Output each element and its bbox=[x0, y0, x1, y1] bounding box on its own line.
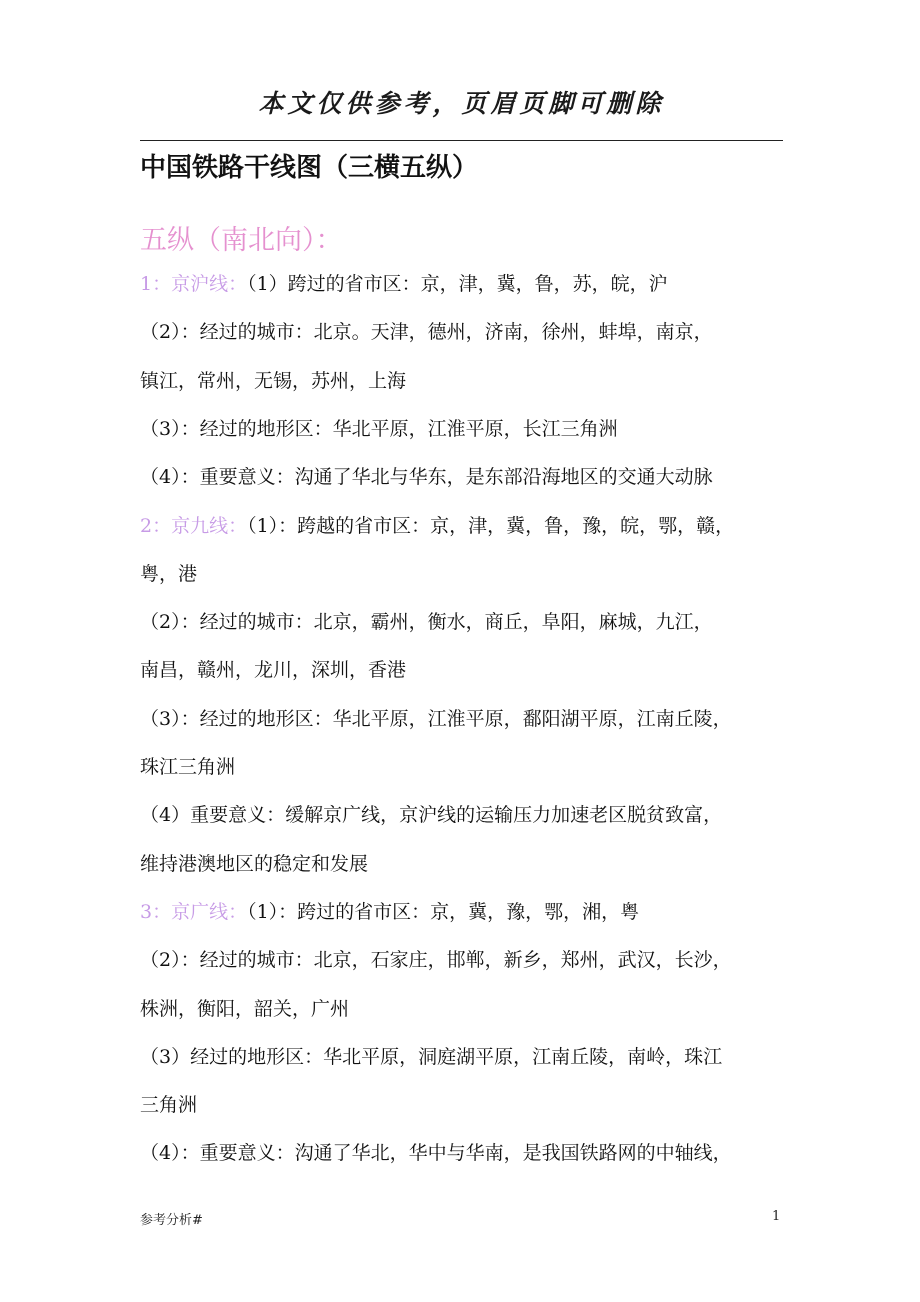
line-text: 株洲，衡阳，韶关，广州 bbox=[140, 997, 350, 1020]
text-line bbox=[140, 948, 732, 972]
line-text: 南昌，赣州，龙川，深圳，香港 bbox=[140, 659, 407, 682]
text-line bbox=[140, 1141, 732, 1165]
text-line bbox=[140, 1045, 722, 1069]
text-line bbox=[140, 514, 734, 538]
text-line bbox=[140, 562, 197, 586]
text-line bbox=[140, 707, 732, 731]
text-line bbox=[140, 803, 722, 827]
text-line bbox=[140, 900, 639, 924]
line-label: 2：京九线： bbox=[140, 514, 248, 537]
text-line bbox=[140, 755, 235, 779]
line-label: 1：京沪线： bbox=[140, 273, 248, 295]
header-note: 本文仅供参考，页眉页脚可删除 bbox=[258, 89, 665, 118]
header-rule bbox=[140, 140, 783, 141]
line-text: （1）跨过的省市区：京，津，冀，鲁，苏，皖，沪 bbox=[247, 273, 668, 295]
text-line bbox=[140, 610, 713, 634]
text-line bbox=[140, 272, 668, 296]
footer-text: 参考分析# bbox=[140, 1213, 203, 1228]
text-line bbox=[140, 997, 349, 1021]
text-line bbox=[140, 1093, 197, 1117]
text-line bbox=[140, 658, 406, 682]
text-line bbox=[140, 320, 713, 344]
section-heading: 五纵（南北向）： bbox=[140, 225, 343, 256]
page-number: 1 bbox=[772, 1209, 781, 1224]
line-text: 镇江，常州，无锡，苏州，上海 bbox=[140, 369, 407, 392]
line-text: （4）重要意义：缓解京广线，京沪线的运输压力加速老区脱贫致富， bbox=[140, 804, 723, 827]
line-text: 珠江三角洲 bbox=[140, 756, 236, 778]
text-line bbox=[140, 852, 368, 876]
text-line bbox=[140, 465, 713, 489]
line-text: （3）：经过的地形区：华北平原，江淮平原，鄱阳湖平原，江南丘陵， bbox=[140, 707, 732, 730]
line-text: （2）：经过的城市：北京。天津，德州，济南，徐州，蚌埠，南京， bbox=[140, 321, 713, 344]
line-text: （4）：重要意义：沟通了华北与华东，是东部沿海地区的交通大动脉 bbox=[140, 466, 713, 489]
line-text: （1）：跨越的省市区：京，津，冀，鲁，豫，皖，鄂，赣， bbox=[247, 514, 735, 537]
line-text: （3）：经过的地形区：华北平原，江淮平原，长江三角洲 bbox=[140, 417, 618, 440]
line-label: 3：京广线： bbox=[140, 900, 248, 923]
line-text: （1）：跨过的省市区：京，冀，豫，鄂，湘，粤 bbox=[247, 900, 640, 923]
line-text: 维持港澳地区的稳定和发展 bbox=[140, 852, 369, 875]
document-title: 中国铁路干线图（三横五纵） bbox=[140, 153, 479, 183]
line-text: （4）：重要意义：沟通了华北，华中与华南，是我国铁路网的中轴线， bbox=[140, 1142, 732, 1165]
line-text: 三角洲 bbox=[140, 1094, 198, 1117]
line-text: （3）经过的地形区：华北平原，洞庭湖平原，江南丘陵，南岭，珠江 bbox=[140, 1045, 723, 1068]
text-line bbox=[140, 417, 618, 441]
line-text: （2）：经过的城市：北京，石家庄，邯郸，新乡，郑州，武汉，长沙， bbox=[140, 949, 732, 972]
line-text: （2）：经过的城市：北京，霸州，衡水，商丘，阜阳，麻城，九江， bbox=[140, 611, 713, 634]
line-text: 粤，港 bbox=[140, 562, 198, 585]
text-line bbox=[140, 369, 406, 393]
